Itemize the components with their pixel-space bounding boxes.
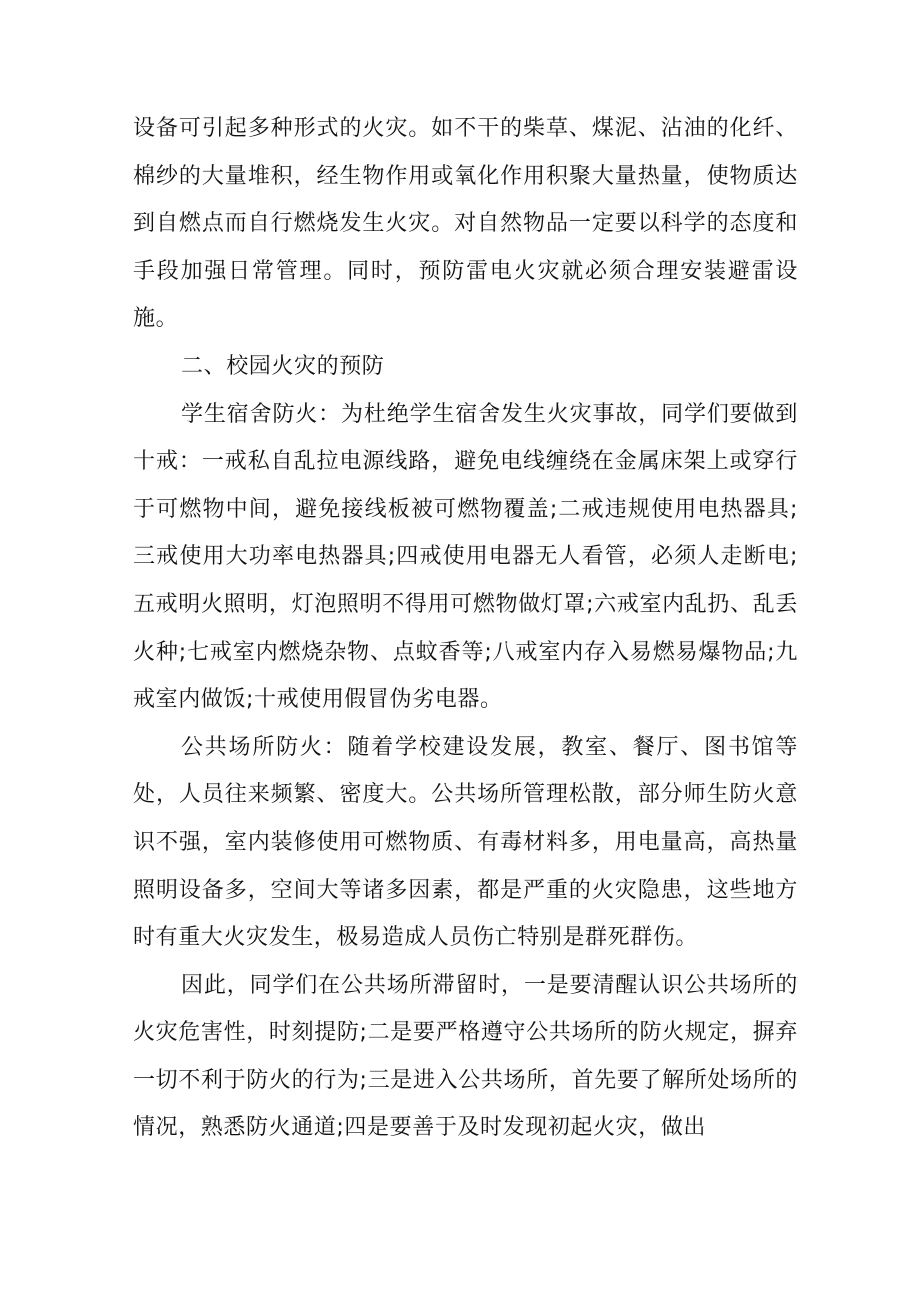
paragraph-public-place-guidelines: 因此，同学们在公共场所滞留时，一是要清醒认识公共场所的火灾危害性，时刻提防;二是要严格遵守公共场所的防火规定，摒弃一切不利于防火的行为;三是进入公共场所，首先要了解所处场所的情况，熟悉防火通道;四是要善于及时发现初起火灾，做出	[133, 972, 798, 1141]
paragraph-continuation: 设备可引起多种形式的火灾。如不干的柴草、煤泥、沾油的化纤、棉纱的大量堆积，经生物作用或氧化作用积聚大量热量，使物质达到自燃点而自行燃烧发生火灾。对自然物品一定要以科学的态度和手段加强日常管理。同时，预防雷电火灾就必须合理安装避雷设施。	[133, 116, 798, 332]
paragraph-dormitory-fire-prevention: 学生宿舍防火：为杜绝学生宿舍发生火灾事故，同学们要做到十戒：一戒私自乱拉电源线路，避免电线缠绕在金属床架上或穿行于可燃物中间，避免接线板被可燃物覆盖;二戒违规使用电热器具;三戒使用大功率电热器具;四戒使用电器无人看管，必须人走断电;五戒明火照明，灯泡照明不得用可燃物做灯罩;六戒室内乱扔、乱丢火种;七戒室内燃烧杂物、点蚊香等;八戒室内存入易燃易爆物品;九戒室内做饭;十戒使用假冒伪劣电器。	[133, 401, 798, 713]
paragraph-public-place-fire-prevention: 公共场所防火：随着学校建设发展，教室、餐厅、图书馆等处，人员往来频繁、密度大。公共场所管理松散，部分师生防火意识不强，室内装修使用可燃物质、有毒材料多，用电量高，高热量照明设备多，空间大等诸多因素，都是严重的火灾隐患，这些地方时有重大火灾发生，极易造成人员伤亡特别是群死群伤。	[133, 734, 798, 951]
section-heading: 二、校园火灾的预防	[181, 353, 385, 379]
document-page	[133, 105, 798, 1152]
